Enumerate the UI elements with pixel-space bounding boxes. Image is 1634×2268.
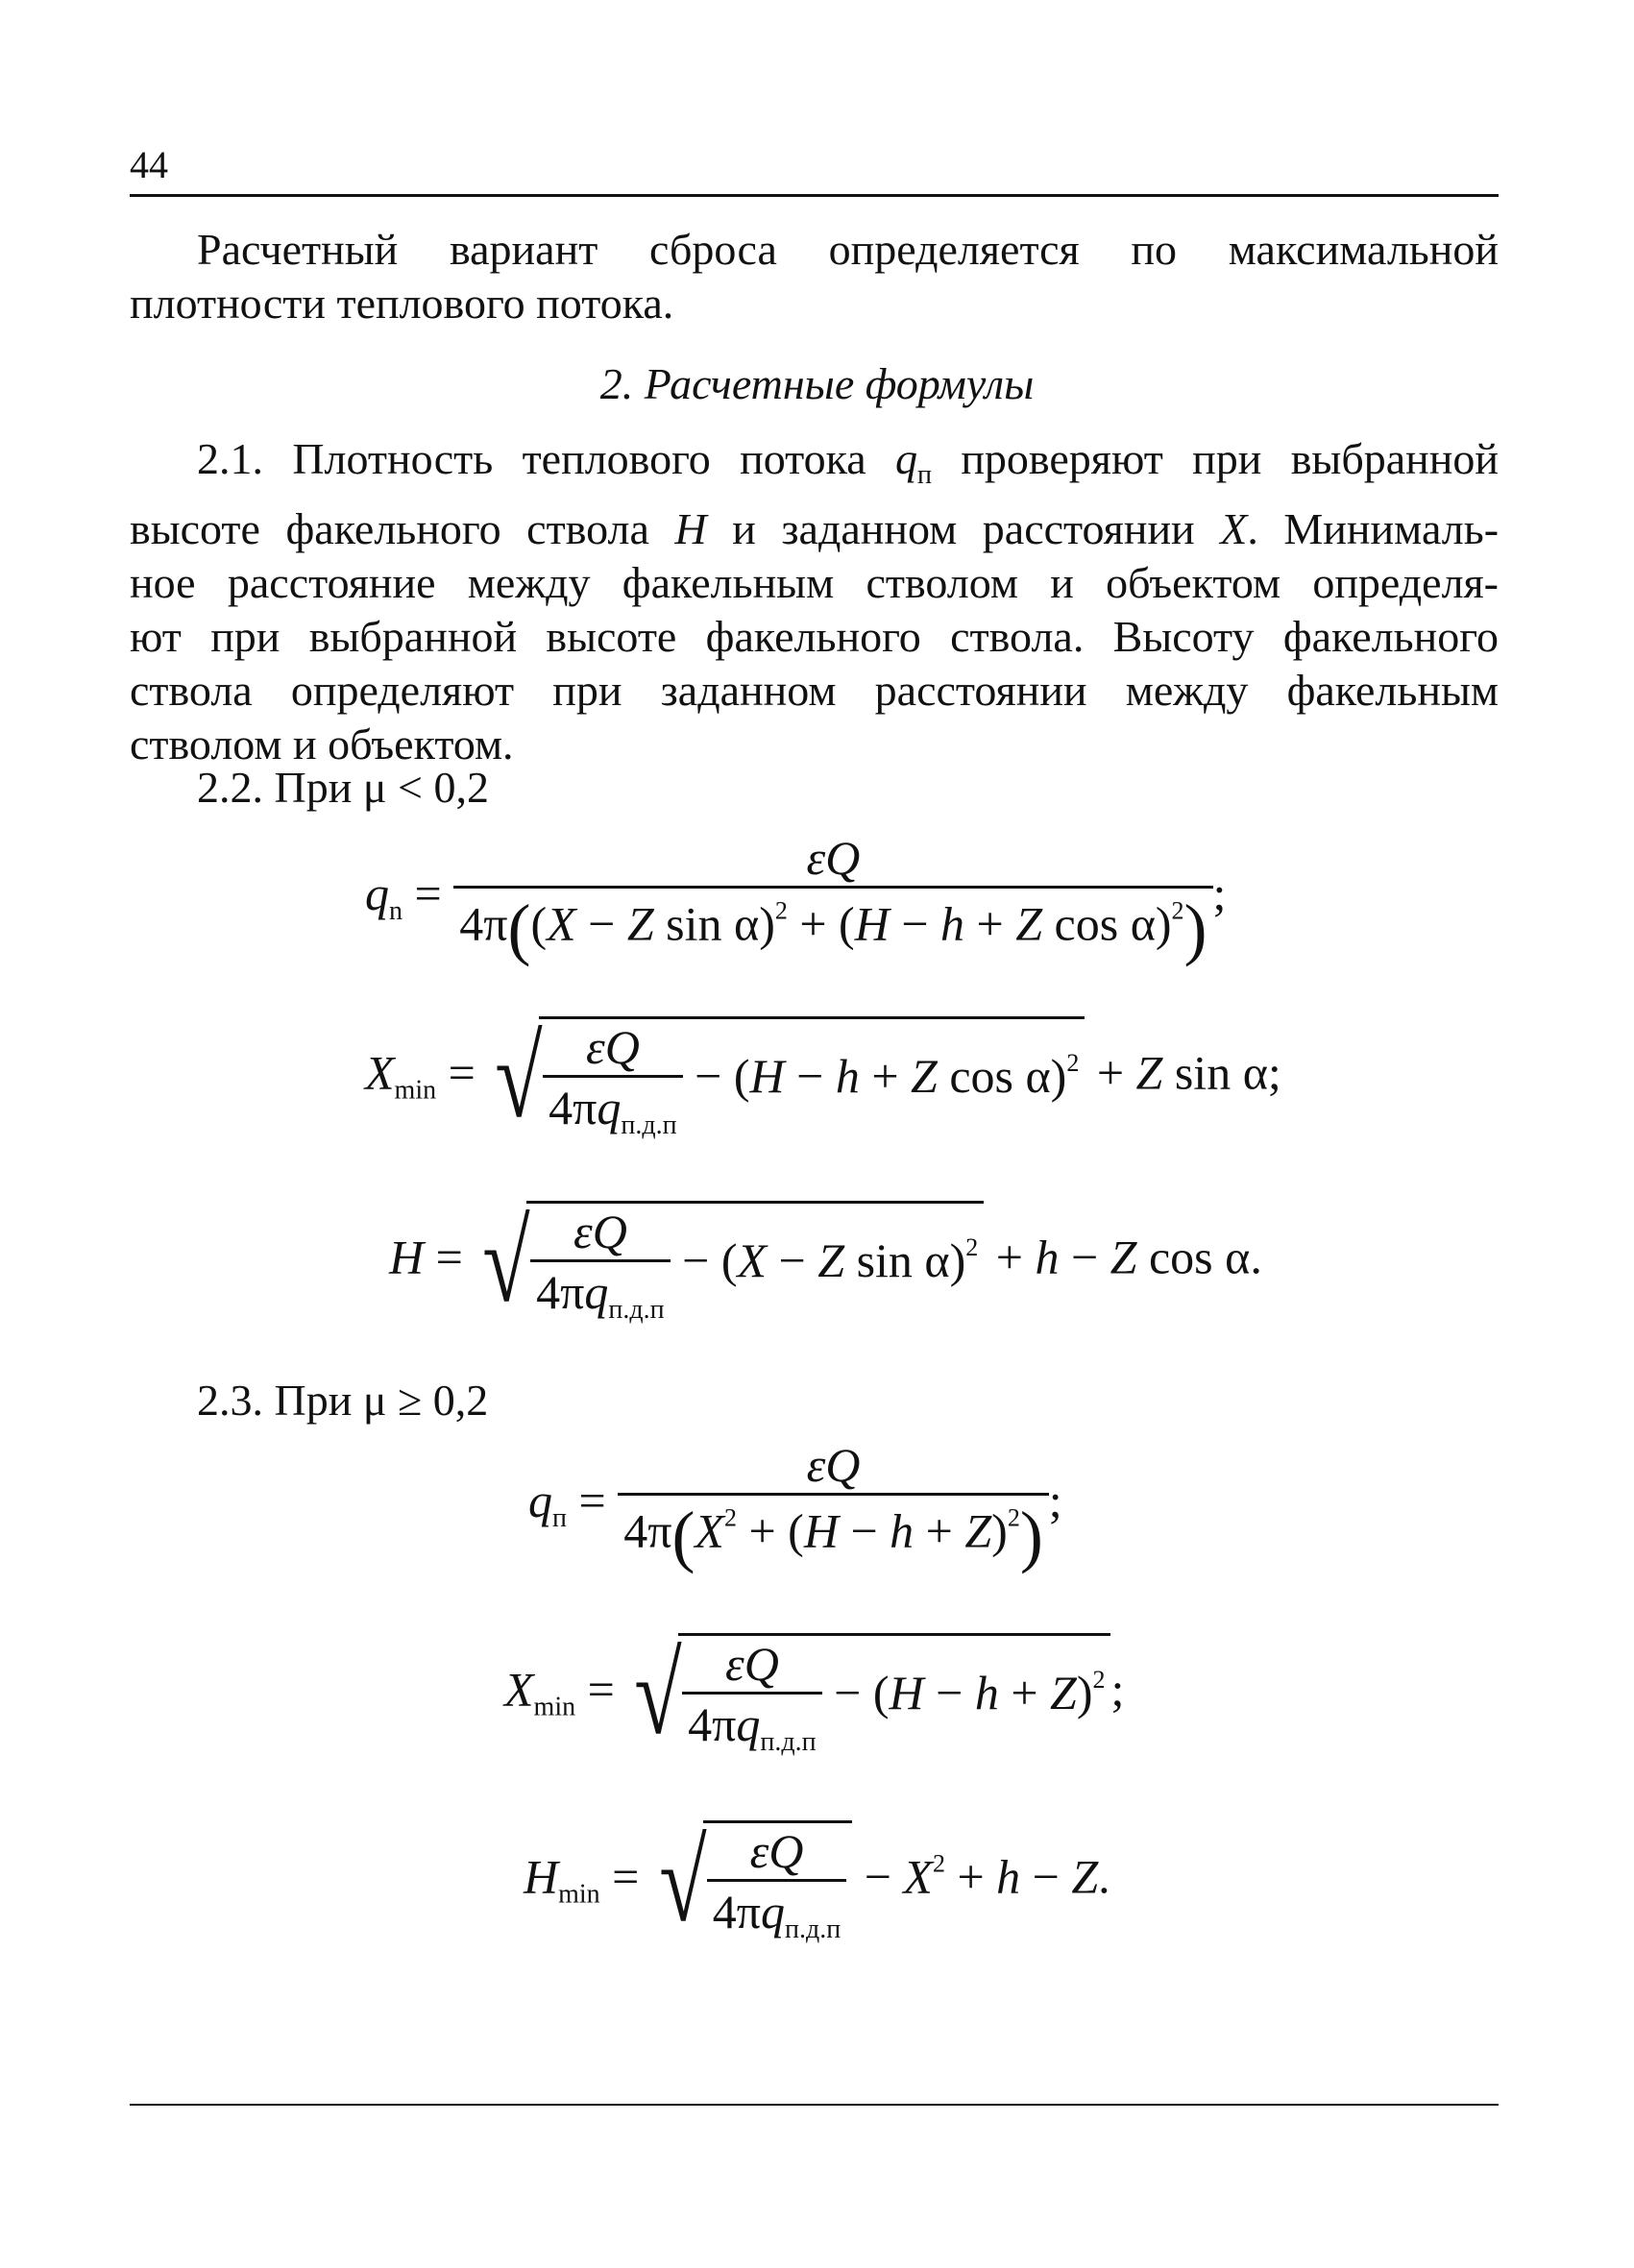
- p21-line-2: высоте факельного ствола H и заданном расстоянии X. Минималь-: [130, 504, 1500, 553]
- case-2-2-label: 2.2. При μ < 0,2: [197, 763, 489, 812]
- formula-xmin-case2: $X_{min}$ = √ $\frac{\varepsilon Q}{4\pi q_{п.д.п}}$ − $(H - h + Z)^2$ ;: [504, 1630, 1125, 1758]
- page-number: 44: [130, 143, 168, 186]
- formula-h-case1: H = √ $\frac{\varepsilon Q}{4\pi q_{п.д.п}}$ − (X − Z sin α)$^2$ + h − Z cos α.: [389, 1198, 1262, 1326]
- formula-hmin-case2: $H_{min}$ = √ $\frac{\varepsilon Q}{4\pi q_{п.д.п}}$ − $X^2 + h - Z$.: [524, 1817, 1110, 1945]
- section-heading: 2. Расчетные формулы: [599, 359, 1035, 408]
- intro-line-1: Расчетный вариант сброса определяется по максимальной: [197, 225, 1499, 274]
- formula-xmin-case1: $X_{min}$ = √ $\frac{\varepsilon Q}{4\pi q_{п.д.п}}$ − (H − h + Z cos α)$^2$ + Z sin α;: [365, 1013, 1281, 1141]
- p21-line-5: ствола определяют при заданном расстоянии между факельным: [130, 666, 1499, 715]
- case-2-3-label: 2.3. При μ ≥ 0,2: [197, 1376, 489, 1425]
- paragraph-2-1: [130, 432, 1499, 771]
- formula-qn-case1: $q_n$ = $\frac{\varepsilon Q}{4\pi((X - Z \sin \alpha)^2 + (H - h + Z \cos \alpha)^2)}$ ;: [365, 831, 1227, 967]
- header-rule: [130, 194, 1499, 197]
- p21-line-3: ное расстояние между факельным стволом и объектом определя-: [130, 558, 1499, 607]
- p21-line-4: ют при выбранной высоте факельного ствола. Высоту факельного: [130, 612, 1499, 661]
- formula-qn-case2: $q_п$ = $\frac{\varepsilon Q}{4\pi(X^2 + (H - h + Z)^2)}$ ;: [528, 1438, 1062, 1574]
- footer-rule: [130, 2104, 1499, 2106]
- p21-line-6: стволом и объектом.: [130, 719, 514, 768]
- intro-paragraph: [130, 223, 1499, 330]
- p21-line-1: 2.1. Плотность теплового потока $q_п$ проверяют при выбранной: [197, 434, 1499, 490]
- intro-line-2: плотности теплового потока.: [130, 279, 674, 328]
